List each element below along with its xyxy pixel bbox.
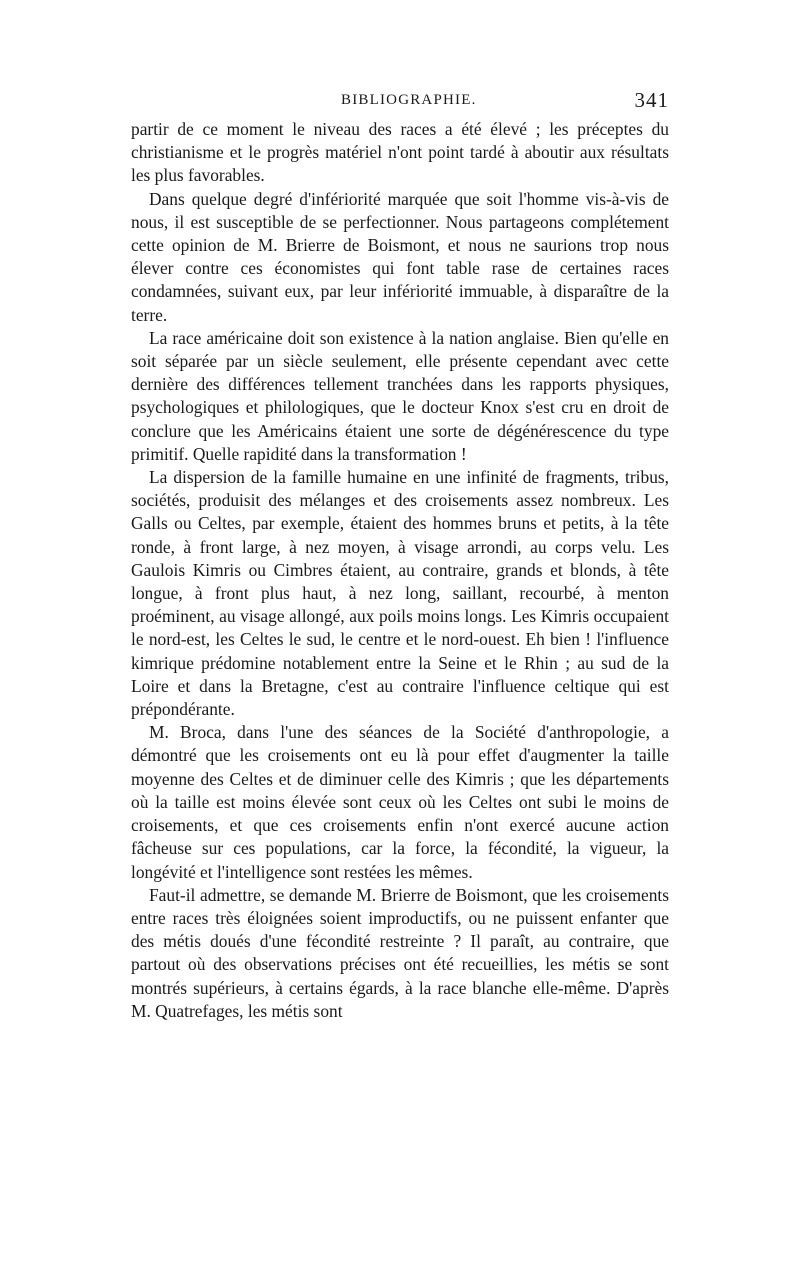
paragraph-american-race: La race américaine doit son existence à la nation anglaise. Bien qu'elle en soit séparée par un siècle seulement, elle présente cependant avec cette dernière des différences tellement tranchées dans les rapports physiques, psychologiques et philologiques, que le docteur Knox s'est cru en droit de conclure que les Américains étaient une sorte de dégénérescence du type primitif. Quelle rapidité dans la transformation ! [131, 327, 669, 464]
page-number: 341 [634, 88, 669, 112]
running-head [131, 88, 669, 118]
running-head-title: BIBLIOGRAPHIE. [341, 92, 477, 108]
body-text [131, 118, 669, 1023]
paragraph-crossbreeding: Faut-il admettre, se demande M. Brierre de Boismont, que les croisements entre races très éloignées soient improductifs, ou ne puissent enfanter que des métis doués d'une fécondité restreinte ? Il paraît, au contraire, que partout où des observations précises ont été recueillies, les métis se sont montrés supérieurs, à certains égards, à la race blanche elle-même. D'après M. Quatrefages, les métis sont [131, 884, 669, 1021]
paragraph-inferiority: Dans quelque degré d'infériorité marquée que soit l'homme vis-à-vis de nous, il est susceptible de se perfectionner. Nous partageons complétement cette opinion de M. Brierre de Boismont, et nous ne saurions trop nous élever contre ces économistes qui font table rase de certaines races condamnées, suivant eux, par leur infériorité immuable, à disparaître de la terre. [131, 188, 669, 325]
paragraph-dispersion: La dispersion de la famille humaine en une infinité de fragments, tribus, sociétés, produisit des mélanges et des croisements assez nombreux. Les Galls ou Celtes, par exemple, étaient des hommes bruns et petits, à la tête ronde, à front large, à nez moyen, à visage arrondi, au corps velu. Les Gaulois Kimris ou Cimbres étaient, au contraire, grands et blonds, à tête longue, à front plus haut, à nez long, saillant, recourbé, à menton proéminent, au visage allongé, aux poils moins longs. Les Kimris occupaient le nord-est, les Celtes le sud, le centre et le nord-ouest. Eh bien ! l'influence kimrique prédomine notablement entre la Seine et le Rhin ; au sud de la Loire et dans la Bretagne, c'est au contraire l'influence celtique qui est prépondérante. [131, 467, 669, 720]
paragraph-broca: M. Broca, dans l'une des séances de la Société d'anthropologie, a démontré que les croisements ont eu là pour effet d'augmenter la taille moyenne des Celtes et de diminuer celle des Kimris ; que les départements où la taille est moins élevée sont ceux où les Celtes ont subi le moins de croisements, et que ces croisements enfin n'ont exercé aucune action fâcheuse sur ces populations, car la force, la fécondité, la vigueur, la longévité et l'intelligence sont restées les mêmes. [131, 722, 669, 882]
paragraph-continuation: partir de ce moment le niveau des races a été élevé ; les préceptes du christianisme et le progrès matériel n'ont point tardé à aboutir aux résultats les plus favorables. [131, 119, 669, 186]
book-page [131, 88, 669, 1023]
